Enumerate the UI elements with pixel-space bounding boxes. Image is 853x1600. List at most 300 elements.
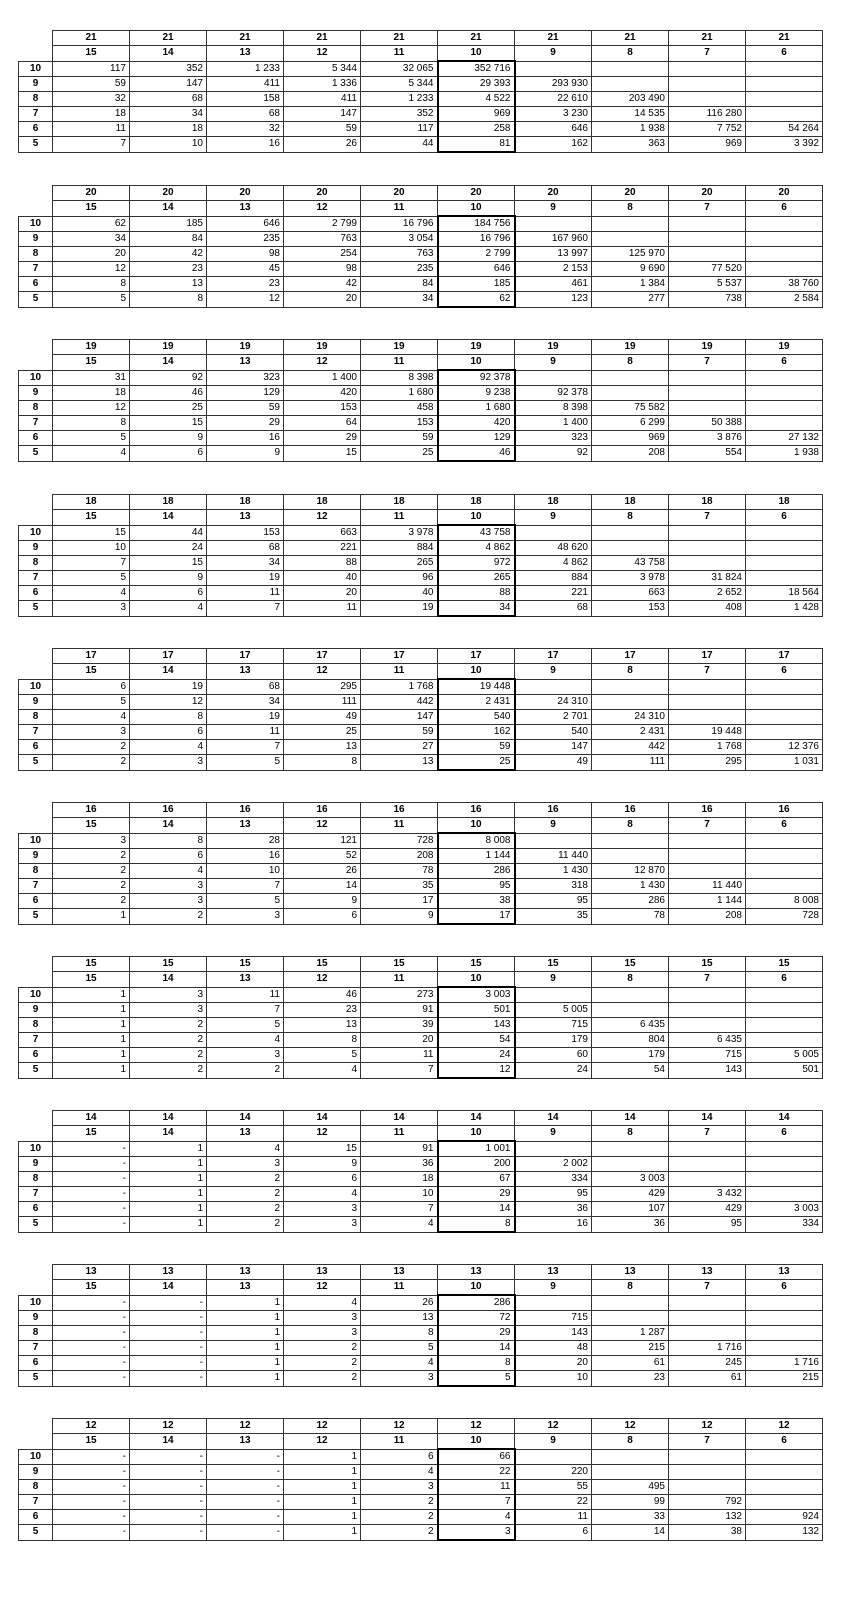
table-cell: - xyxy=(130,1480,207,1495)
highlighted-cell: 25 xyxy=(438,755,515,771)
table-cell: 4 xyxy=(130,864,207,879)
table-cell: 11 xyxy=(361,1048,438,1063)
table-cell xyxy=(592,61,669,77)
table-cell: 18 564 xyxy=(746,586,823,601)
table-row xyxy=(19,1525,823,1541)
table-cell: 495 xyxy=(592,1480,669,1495)
table-row xyxy=(19,1018,823,1033)
header-cell: 15 xyxy=(53,355,130,371)
table-cell: 13 xyxy=(284,1018,361,1033)
table-cell xyxy=(592,1157,669,1172)
header-cell: 21 xyxy=(746,31,823,46)
table-cell: - xyxy=(53,1480,130,1495)
table-cell xyxy=(746,1157,823,1172)
header-cell: 13 xyxy=(746,1265,823,1280)
table-cell: 147 xyxy=(515,740,592,755)
table-row xyxy=(19,1465,823,1480)
table-cell: 2 002 xyxy=(515,1157,592,1172)
table-cell: 91 xyxy=(361,1003,438,1018)
highlighted-cell: 14 xyxy=(438,1341,515,1356)
row-label: 5 xyxy=(19,1217,53,1233)
table-cell xyxy=(746,370,823,386)
table-cell: - xyxy=(53,1202,130,1217)
header-cell: 18 xyxy=(592,495,669,510)
header-cell: 20 xyxy=(130,186,207,201)
header-cell: 12 xyxy=(284,1419,361,1434)
table-cell xyxy=(746,1465,823,1480)
table-row xyxy=(19,864,823,879)
highlighted-cell: 420 xyxy=(438,416,515,431)
highlighted-cell: 12 xyxy=(438,1063,515,1079)
table-cell: 4 xyxy=(53,586,130,601)
table-cell: - xyxy=(53,1356,130,1371)
table-cell xyxy=(669,864,746,879)
header-cell: 21 xyxy=(438,31,515,46)
table-cell: 429 xyxy=(592,1187,669,1202)
table-cell: 7 xyxy=(361,1202,438,1217)
table-cell: 34 xyxy=(207,556,284,571)
table-cell: 16 xyxy=(207,431,284,446)
corner-cell xyxy=(19,495,53,510)
table-cell: - xyxy=(53,1172,130,1187)
table-cell: 442 xyxy=(361,695,438,710)
table-cell: 107 xyxy=(592,1202,669,1217)
highlighted-cell: 19 448 xyxy=(438,679,515,695)
table-cell: 15 xyxy=(130,416,207,431)
header-cell: 20 xyxy=(669,186,746,201)
table-cell: 11 440 xyxy=(515,849,592,864)
table-cell: 19 xyxy=(207,710,284,725)
table-cell xyxy=(515,216,592,232)
table-cell: 1 400 xyxy=(515,416,592,431)
highlighted-cell: 66 xyxy=(438,1449,515,1465)
table-cell xyxy=(746,92,823,107)
table-cell: - xyxy=(53,1341,130,1356)
table-cell: 61 xyxy=(592,1356,669,1371)
header-cell: 9 xyxy=(515,1434,592,1450)
table-cell: 1 768 xyxy=(669,740,746,755)
header-cell: 16 xyxy=(438,803,515,818)
header-cell: 12 xyxy=(284,201,361,217)
table-cell: 40 xyxy=(361,586,438,601)
header-cell: 12 xyxy=(207,1419,284,1434)
row-label: 6 xyxy=(19,1202,53,1217)
table-cell: 254 xyxy=(284,247,361,262)
table-cell: - xyxy=(130,1295,207,1311)
header-cell: 11 xyxy=(361,1126,438,1142)
table-cell: 54 xyxy=(592,1063,669,1079)
header-cell: 8 xyxy=(592,664,669,680)
table-cell: 10 xyxy=(207,864,284,879)
table-cell xyxy=(669,1018,746,1033)
header-cell: 9 xyxy=(515,818,592,834)
table-cell: 540 xyxy=(515,725,592,740)
header-cell: 14 xyxy=(130,201,207,217)
table-cell: 3 003 xyxy=(592,1172,669,1187)
table-cell: 1 xyxy=(284,1510,361,1525)
highlighted-cell: 14 xyxy=(438,1202,515,1217)
header-row-sub xyxy=(19,201,823,217)
table-row xyxy=(19,262,823,277)
table-cell xyxy=(669,695,746,710)
table-cell: 59 xyxy=(361,725,438,740)
table-cell: 147 xyxy=(130,77,207,92)
highlighted-cell: 185 xyxy=(438,277,515,292)
table-cell: 132 xyxy=(669,1510,746,1525)
table-cell: 6 435 xyxy=(592,1018,669,1033)
table-cell: 5 xyxy=(284,1048,361,1063)
highlighted-cell: 286 xyxy=(438,1295,515,1311)
table-cell xyxy=(592,1311,669,1326)
table-cell: 10 xyxy=(130,137,207,153)
table-cell: 32 065 xyxy=(361,61,438,77)
table-cell: 6 xyxy=(515,1525,592,1541)
header-cell: 12 xyxy=(130,1419,207,1434)
table-cell: 293 930 xyxy=(515,77,592,92)
header-cell: 17 xyxy=(130,649,207,664)
header-row-sub xyxy=(19,972,823,988)
header-cell: 18 xyxy=(284,495,361,510)
combination-table xyxy=(18,1418,823,1541)
header-cell: 14 xyxy=(130,46,207,62)
table-cell: 245 xyxy=(669,1356,746,1371)
header-cell: 6 xyxy=(746,46,823,62)
table-cell: 20 xyxy=(515,1356,592,1371)
table-cell: 19 448 xyxy=(669,725,746,740)
header-cell: 6 xyxy=(746,972,823,988)
table-row xyxy=(19,401,823,416)
row-label: 10 xyxy=(19,1141,53,1157)
table-cell: 715 xyxy=(669,1048,746,1063)
row-label: 6 xyxy=(19,1356,53,1371)
table-cell: 4 xyxy=(361,1356,438,1371)
header-row-top xyxy=(19,340,823,355)
header-cell: 19 xyxy=(207,340,284,355)
header-cell: 19 xyxy=(515,340,592,355)
header-cell: 9 xyxy=(515,1280,592,1296)
table-cell: 1 144 xyxy=(669,894,746,909)
table-cell xyxy=(746,571,823,586)
table-row xyxy=(19,1326,823,1341)
table-row xyxy=(19,1217,823,1233)
table-cell xyxy=(669,401,746,416)
table-cell: 22 610 xyxy=(515,92,592,107)
header-row-sub xyxy=(19,46,823,62)
header-cell: 17 xyxy=(746,649,823,664)
table-cell: 1 716 xyxy=(669,1341,746,1356)
table-cell: 1 xyxy=(130,1187,207,1202)
table-cell: 11 xyxy=(207,725,284,740)
header-cell: 13 xyxy=(592,1265,669,1280)
header-cell: 20 xyxy=(53,186,130,201)
table-cell: 13 xyxy=(361,755,438,771)
table-cell: 11 xyxy=(53,122,130,137)
table-cell: 663 xyxy=(284,525,361,541)
header-cell: 10 xyxy=(438,201,515,217)
table-cell: 7 xyxy=(361,1063,438,1079)
table-cell: 2 584 xyxy=(746,292,823,308)
table-cell: 36 xyxy=(515,1202,592,1217)
table-row xyxy=(19,1063,823,1079)
table-cell: 884 xyxy=(515,571,592,586)
header-cell: 10 xyxy=(438,818,515,834)
header-cell: 8 xyxy=(592,1280,669,1296)
row-label: 6 xyxy=(19,1510,53,1525)
table-cell: 8 xyxy=(53,416,130,431)
header-cell: 14 xyxy=(130,818,207,834)
table-cell: 295 xyxy=(669,755,746,771)
table-row xyxy=(19,431,823,446)
table-cell: 18 xyxy=(53,386,130,401)
table-cell: 1 xyxy=(130,1172,207,1187)
table-cell: 884 xyxy=(361,541,438,556)
header-cell: 11 xyxy=(361,46,438,62)
table-cell: 68 xyxy=(207,679,284,695)
table-cell xyxy=(746,525,823,541)
table-cell: 1 768 xyxy=(361,679,438,695)
table-cell: 3 xyxy=(284,1217,361,1233)
table-row xyxy=(19,556,823,571)
table-cell xyxy=(669,370,746,386)
header-cell: 16 xyxy=(746,803,823,818)
table-cell: - xyxy=(53,1157,130,1172)
table-cell: 42 xyxy=(284,277,361,292)
table-cell: 28 xyxy=(207,833,284,849)
table-cell: 7 xyxy=(207,879,284,894)
highlighted-cell: 29 xyxy=(438,1187,515,1202)
header-cell: 6 xyxy=(746,664,823,680)
table-cell: 34 xyxy=(361,292,438,308)
header-cell: 11 xyxy=(361,1280,438,1296)
header-cell: 17 xyxy=(207,649,284,664)
table-row xyxy=(19,833,823,849)
header-cell: 11 xyxy=(361,1434,438,1450)
table-cell: 18 xyxy=(130,122,207,137)
table-cell: 88 xyxy=(284,556,361,571)
table-cell: 1 xyxy=(284,1480,361,1495)
table-row xyxy=(19,1356,823,1371)
table-cell: 2 xyxy=(53,849,130,864)
header-cell: 14 xyxy=(130,1111,207,1126)
table-cell: 273 xyxy=(361,987,438,1003)
table-cell: 20 xyxy=(53,247,130,262)
table-cell: 59 xyxy=(207,401,284,416)
table-cell: 663 xyxy=(592,586,669,601)
table-cell: 9 xyxy=(130,571,207,586)
header-cell: 20 xyxy=(746,186,823,201)
corner-cell xyxy=(19,186,53,201)
table-cell xyxy=(592,525,669,541)
table-cell: 2 xyxy=(361,1510,438,1525)
table-cell: 208 xyxy=(669,909,746,925)
row-label: 7 xyxy=(19,416,53,431)
header-cell: 12 xyxy=(284,664,361,680)
table-row xyxy=(19,987,823,1003)
table-cell: 91 xyxy=(361,1141,438,1157)
table-cell xyxy=(515,1141,592,1157)
table-cell xyxy=(746,401,823,416)
highlighted-cell: 2 799 xyxy=(438,247,515,262)
table-cell: 92 378 xyxy=(515,386,592,401)
table-cell xyxy=(592,386,669,401)
table-cell: 95 xyxy=(515,894,592,909)
table-cell: 5 xyxy=(53,431,130,446)
table-cell: 31 xyxy=(53,370,130,386)
header-cell: 7 xyxy=(669,355,746,371)
row-label: 8 xyxy=(19,1172,53,1187)
table-cell: 12 870 xyxy=(592,864,669,879)
row-label: 9 xyxy=(19,77,53,92)
table-row xyxy=(19,61,823,77)
table-cell: 60 xyxy=(515,1048,592,1063)
table-cell xyxy=(669,1157,746,1172)
table-cell: 2 xyxy=(130,1063,207,1079)
highlighted-cell: 34 xyxy=(438,601,515,617)
table-cell: 11 xyxy=(515,1510,592,1525)
corner-cell xyxy=(19,201,53,217)
header-row-sub xyxy=(19,1126,823,1142)
header-cell: 12 xyxy=(284,1126,361,1142)
table-cell: 24 310 xyxy=(592,710,669,725)
header-cell: 16 xyxy=(207,803,284,818)
data-table xyxy=(18,30,823,153)
row-label: 10 xyxy=(19,1295,53,1311)
table-cell xyxy=(746,679,823,695)
table-row xyxy=(19,849,823,864)
table-cell: 20 xyxy=(361,1033,438,1048)
table-row xyxy=(19,1033,823,1048)
table-cell xyxy=(669,679,746,695)
table-cell xyxy=(669,1449,746,1465)
table-cell: 1 xyxy=(53,1033,130,1048)
table-cell xyxy=(515,61,592,77)
combination-table xyxy=(18,648,823,771)
table-cell xyxy=(746,232,823,247)
row-label: 7 xyxy=(19,1341,53,1356)
table-row xyxy=(19,1003,823,1018)
header-cell: 13 xyxy=(130,1265,207,1280)
table-cell: 77 520 xyxy=(669,262,746,277)
header-cell: 13 xyxy=(207,972,284,988)
table-cell xyxy=(746,556,823,571)
header-cell: 14 xyxy=(207,1111,284,1126)
header-cell: 12 xyxy=(515,1419,592,1434)
table-cell: - xyxy=(130,1356,207,1371)
table-cell: 4 xyxy=(361,1465,438,1480)
highlighted-cell: 265 xyxy=(438,571,515,586)
table-cell: 501 xyxy=(746,1063,823,1079)
row-label: 9 xyxy=(19,541,53,556)
highlighted-cell: 54 xyxy=(438,1033,515,1048)
table-cell xyxy=(746,107,823,122)
table-row xyxy=(19,725,823,740)
highlighted-cell: 81 xyxy=(438,137,515,153)
table-cell: 277 xyxy=(592,292,669,308)
header-cell: 15 xyxy=(515,957,592,972)
highlighted-cell: 258 xyxy=(438,122,515,137)
header-cell: 9 xyxy=(515,355,592,371)
table-cell: 4 xyxy=(130,601,207,617)
table-cell: 23 xyxy=(130,262,207,277)
row-label: 10 xyxy=(19,61,53,77)
table-cell xyxy=(592,216,669,232)
header-cell: 17 xyxy=(53,649,130,664)
table-cell: 4 xyxy=(284,1187,361,1202)
table-row xyxy=(19,1311,823,1326)
data-table xyxy=(18,956,823,1079)
table-cell xyxy=(669,1465,746,1480)
table-cell: 8 398 xyxy=(361,370,438,386)
table-cell: 185 xyxy=(130,216,207,232)
table-cell xyxy=(746,1341,823,1356)
table-cell: 215 xyxy=(592,1341,669,1356)
table-cell: 2 701 xyxy=(515,710,592,725)
table-cell: 12 xyxy=(53,262,130,277)
table-row xyxy=(19,416,823,431)
table-cell: - xyxy=(53,1141,130,1157)
header-cell: 15 xyxy=(53,201,130,217)
table-cell: 1 xyxy=(53,987,130,1003)
table-cell: - xyxy=(53,1217,130,1233)
table-cell: 5 xyxy=(207,894,284,909)
header-cell: 19 xyxy=(592,340,669,355)
highlighted-cell: 540 xyxy=(438,710,515,725)
table-cell: - xyxy=(207,1510,284,1525)
table-cell xyxy=(746,77,823,92)
header-cell: 18 xyxy=(669,495,746,510)
header-cell: 16 xyxy=(669,803,746,818)
table-cell: 10 xyxy=(361,1187,438,1202)
table-cell: 59 xyxy=(284,122,361,137)
header-cell: 20 xyxy=(438,186,515,201)
table-cell: - xyxy=(53,1187,130,1202)
table-row xyxy=(19,92,823,107)
highlighted-cell: 29 xyxy=(438,1326,515,1341)
row-label: 8 xyxy=(19,710,53,725)
table-cell: 99 xyxy=(592,1495,669,1510)
header-cell: 11 xyxy=(361,972,438,988)
row-label: 7 xyxy=(19,725,53,740)
table-cell: 1 680 xyxy=(361,386,438,401)
table-cell: 153 xyxy=(284,401,361,416)
table-cell: 24 310 xyxy=(515,695,592,710)
table-cell: 50 388 xyxy=(669,416,746,431)
row-label: 10 xyxy=(19,1449,53,1465)
header-cell: 18 xyxy=(53,495,130,510)
highlighted-cell: 24 xyxy=(438,1048,515,1063)
header-cell: 20 xyxy=(361,186,438,201)
header-cell: 16 xyxy=(284,803,361,818)
table-cell: 7 xyxy=(207,740,284,755)
table-cell: 61 xyxy=(669,1371,746,1387)
highlighted-cell: 2 431 xyxy=(438,695,515,710)
table-cell: 429 xyxy=(669,1202,746,1217)
header-cell: 7 xyxy=(669,510,746,526)
table-cell: 162 xyxy=(515,137,592,153)
header-cell: 15 xyxy=(53,46,130,62)
table-cell: 96 xyxy=(361,571,438,586)
table-cell: 6 xyxy=(130,586,207,601)
corner-cell xyxy=(19,818,53,834)
header-cell: 13 xyxy=(207,201,284,217)
table-cell: 3 xyxy=(361,1480,438,1495)
header-cell: 14 xyxy=(130,510,207,526)
table-cell: 352 xyxy=(361,107,438,122)
table-cell: 2 xyxy=(130,1048,207,1063)
highlighted-cell: 62 xyxy=(438,292,515,308)
corner-cell xyxy=(19,340,53,355)
table-cell: 23 xyxy=(592,1371,669,1387)
